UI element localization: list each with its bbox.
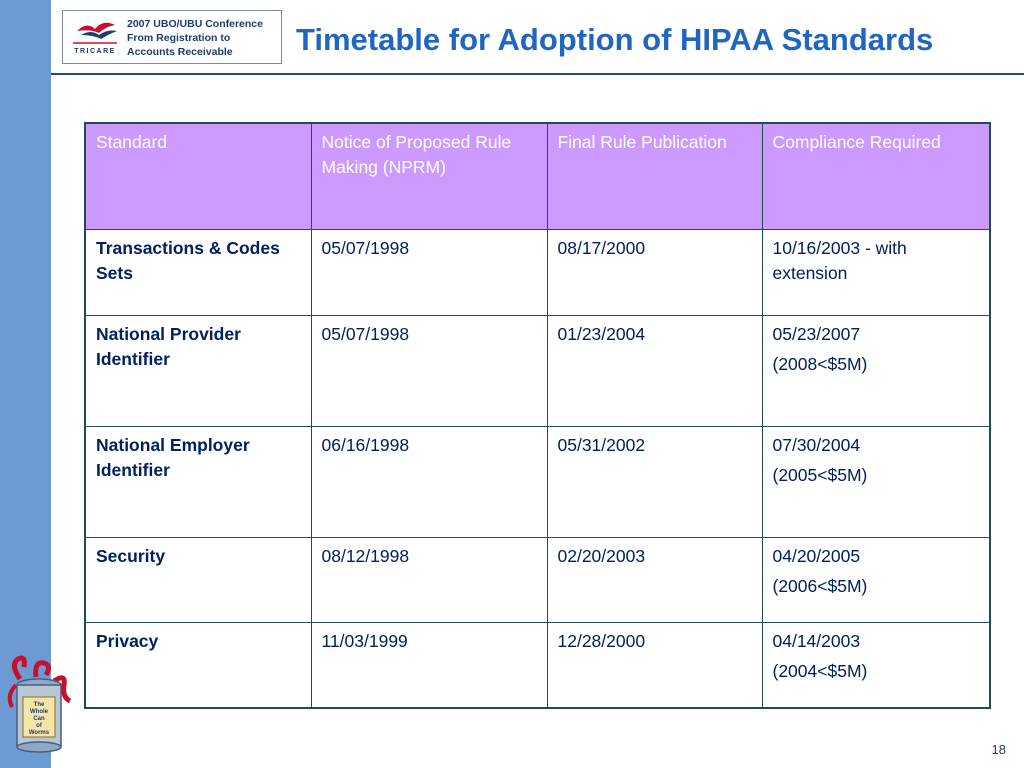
- header-final-rule: Final Rule Publication: [547, 123, 762, 229]
- header-standard: Standard: [85, 123, 311, 229]
- compliance-date: 05/23/2007: [772, 323, 861, 344]
- nprm-cell: 05/07/1998: [311, 229, 547, 315]
- compliance-date: 07/30/2004: [772, 434, 861, 455]
- can-label-line-5: Worms: [28, 730, 50, 736]
- compliance-small-plan-note: (2005<$5M): [772, 464, 868, 485]
- conference-line-2: From Registration to: [127, 32, 231, 44]
- nprm-cell: 11/03/1999: [311, 622, 547, 708]
- header-compliance: Compliance Required: [762, 123, 990, 229]
- compliance-small-plan-note: (2008<$5M): [772, 353, 868, 374]
- conference-logo: [62, 10, 282, 64]
- left-sidebar-band: [0, 0, 51, 768]
- compliance-small-plan-note: (2004<$5M): [772, 660, 868, 681]
- compliance-cell: [762, 537, 990, 622]
- compliance-date: 04/20/2005: [772, 545, 861, 566]
- compliance-cell: [762, 315, 990, 426]
- final-rule-cell: 02/20/2003: [547, 537, 762, 622]
- compliance-cell: [762, 622, 990, 708]
- nprm-cell: 06/16/1998: [311, 426, 547, 537]
- compliance-small-plan-note: (2006<$5M): [772, 575, 868, 596]
- hipaa-timetable: [84, 122, 991, 709]
- nprm-cell: 08/12/1998: [311, 537, 547, 622]
- compliance-date: 04/14/2003: [772, 630, 861, 651]
- can-of-worms-icon: [6, 655, 72, 755]
- tricare-eagle-icon: [69, 17, 121, 57]
- nprm-cell: 05/07/1998: [311, 315, 547, 426]
- compliance-date: 10/16/2003 - with extension: [772, 237, 907, 283]
- standard-cell: Security: [85, 537, 311, 622]
- final-rule-cell: 08/17/2000: [547, 229, 762, 315]
- header-divider: [51, 73, 1024, 75]
- final-rule-cell: 12/28/2000: [547, 622, 762, 708]
- tricare-brand-text: TRICARE: [74, 48, 116, 55]
- table-row: [85, 426, 990, 537]
- can-label-line-1: The: [33, 702, 45, 708]
- page-number: 18: [991, 742, 1006, 757]
- table-row: [85, 229, 990, 315]
- standard-cell: Transactions & Codes Sets: [85, 229, 311, 315]
- table-row: [85, 537, 990, 622]
- conference-name: [127, 17, 279, 59]
- can-label-line-4: of: [36, 723, 42, 729]
- table-row: [85, 315, 990, 426]
- conference-line-1: 2007 UBO/UBU Conference: [127, 18, 263, 30]
- final-rule-cell: 05/31/2002: [547, 426, 762, 537]
- standard-cell: National Provider Identifier: [85, 315, 311, 426]
- standard-cell: National Employer Identifier: [85, 426, 311, 537]
- table-header-row: [85, 123, 990, 229]
- compliance-cell: [762, 426, 990, 537]
- table-row: [85, 622, 990, 708]
- standard-cell: Privacy: [85, 622, 311, 708]
- can-label-line-2: Whole: [30, 709, 48, 715]
- final-rule-cell: 01/23/2004: [547, 315, 762, 426]
- header-nprm: Notice of Proposed Rule Making (NPRM): [311, 123, 547, 229]
- conference-line-3: Accounts Receivable: [127, 46, 233, 58]
- slide-title: Timetable for Adoption of HIPAA Standards: [296, 22, 934, 57]
- compliance-cell: [762, 229, 990, 315]
- can-label-line-3: Can: [33, 716, 45, 722]
